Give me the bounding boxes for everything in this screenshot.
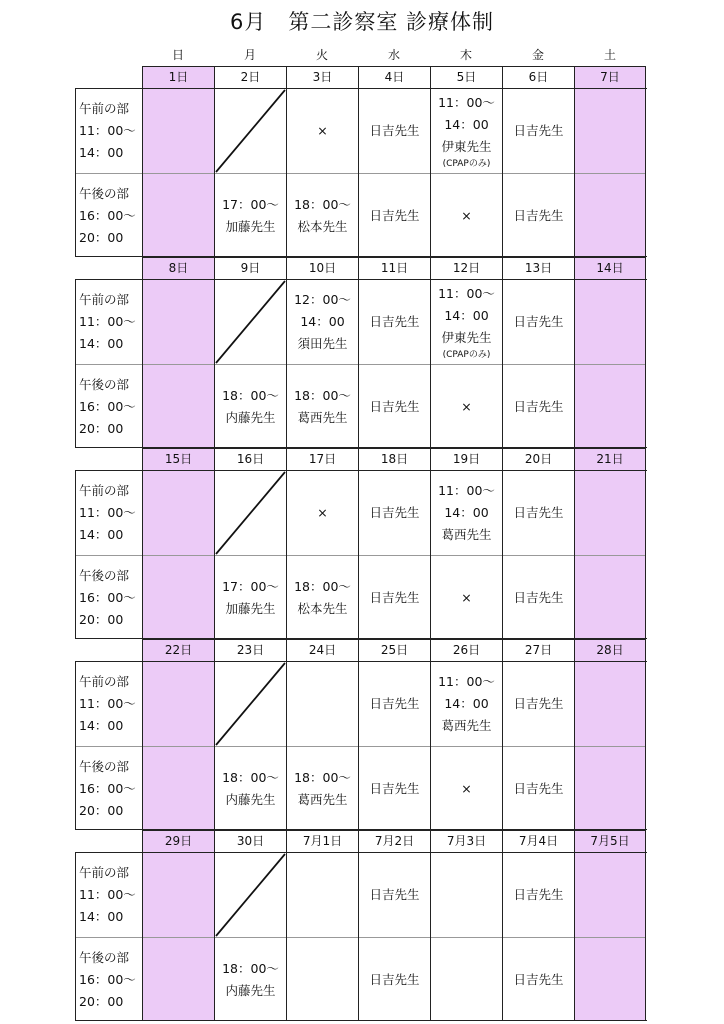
afternoon-slot (215, 365, 286, 449)
day-column (358, 853, 430, 1020)
afternoon-slot (215, 938, 286, 1022)
date-cell: 25日 (358, 639, 430, 661)
weekday-label: 日 (171, 48, 184, 62)
morning-slot (431, 471, 502, 555)
afternoon-slot (287, 747, 358, 831)
date-cell: 7月1日 (286, 830, 358, 852)
date-cell: 15日 (142, 448, 214, 470)
session-label-line: 11：00～ (79, 696, 136, 711)
afternoon-slot (575, 174, 645, 258)
afternoon-slot (143, 556, 214, 640)
slot-text: 18：00～ (294, 770, 351, 785)
morning-slot (431, 89, 502, 173)
week-grid (75, 852, 647, 1021)
week-grid (75, 88, 647, 257)
date-cell: 7月2日 (358, 830, 430, 852)
afternoon-slot (503, 556, 574, 640)
afternoon-slot (287, 938, 358, 1022)
morning-slot (143, 280, 214, 364)
slot-text: 日吉先生 (369, 590, 420, 605)
date-cell: 3日 (286, 66, 358, 88)
day-column (358, 280, 430, 447)
day-column (286, 280, 358, 447)
slot-text: 日吉先生 (369, 972, 420, 987)
day-column (142, 662, 214, 829)
date-cell: 12日 (430, 257, 502, 279)
weekday-label: 木 (459, 48, 472, 62)
slot-text: 11：00～ (438, 286, 495, 301)
slot-text: 18：00～ (222, 388, 279, 403)
no-clinic-slash (215, 471, 286, 555)
closed-mark: × (461, 590, 472, 605)
day-column (142, 471, 214, 638)
date-cell: 29日 (142, 830, 214, 852)
date-cell: 17日 (286, 448, 358, 470)
closed-mark: × (461, 208, 472, 223)
afternoon-slot (287, 556, 358, 640)
week-grid (75, 279, 647, 448)
morning-session-label (76, 89, 142, 173)
slot-text: 日吉先生 (513, 781, 564, 796)
session-label-line: 午後の部 (79, 950, 130, 965)
afternoon-session-label (76, 747, 142, 831)
afternoon-slot (503, 365, 574, 449)
session-label-line: 16：00～ (79, 208, 136, 223)
session-label-column (75, 662, 142, 829)
day-column (502, 280, 574, 447)
day-column (142, 280, 214, 447)
date-cell: 26日 (430, 639, 502, 661)
date-cell: 14日 (574, 257, 646, 279)
day-column (430, 662, 502, 829)
date-cell: 21日 (574, 448, 646, 470)
session-label-line: 14：00 (79, 909, 124, 924)
session-label-line: 午前の部 (79, 483, 130, 498)
afternoon-slot (359, 556, 430, 640)
session-label-line: 11：00～ (79, 887, 136, 902)
afternoon-slot (215, 174, 286, 258)
slot-text: 日吉先生 (369, 399, 420, 414)
day-column (214, 280, 286, 447)
afternoon-session-label (76, 174, 142, 258)
afternoon-slot (359, 365, 430, 449)
date-cell: 11日 (358, 257, 430, 279)
day-column (358, 662, 430, 829)
morning-slot (143, 662, 214, 746)
morning-slot (503, 280, 574, 364)
slot-text: 日吉先生 (513, 399, 564, 414)
slot-text: 12：00～ (294, 292, 351, 307)
date-cell: 19日 (430, 448, 502, 470)
session-label-column (75, 280, 142, 447)
morning-slot (143, 89, 214, 173)
afternoon-slot (359, 747, 430, 831)
day-column (574, 662, 646, 829)
afternoon-slot (215, 556, 286, 640)
slot-text: 14：00 (444, 117, 489, 132)
week-block (75, 448, 647, 639)
slot-text: 日吉先生 (513, 696, 564, 711)
week-block (75, 66, 647, 257)
date-cell: 1日 (142, 66, 214, 88)
slot-text: 伊東先生 (441, 139, 492, 154)
slot-text: 11：00～ (438, 674, 495, 689)
week-block (75, 257, 647, 448)
date-cell: 27日 (502, 639, 574, 661)
slot-text: 内藤先生 (225, 792, 276, 807)
morning-slot (359, 853, 430, 937)
afternoon-slot (143, 174, 214, 258)
week-block (75, 830, 647, 1021)
day-column (502, 471, 574, 638)
date-row (75, 257, 647, 279)
slot-text: 14：00 (444, 696, 489, 711)
morning-slot (575, 853, 645, 937)
morning-slot (287, 662, 358, 746)
session-label-column (75, 853, 142, 1020)
slot-text: 加藤先生 (225, 219, 276, 234)
no-clinic-slash (215, 662, 286, 746)
slot-text: 18：00～ (294, 579, 351, 594)
morning-slot (287, 471, 358, 555)
page-title: 6月 第二診察室 診療体制 (229, 10, 495, 34)
weekday-label: 水 (387, 48, 400, 62)
morning-slot (143, 471, 214, 555)
session-label-column (75, 89, 142, 256)
morning-session-label (76, 471, 142, 555)
day-column (574, 280, 646, 447)
morning-slot (431, 280, 502, 364)
day-column (358, 471, 430, 638)
schedule-table (75, 66, 647, 1021)
slot-text: 日吉先生 (369, 314, 420, 329)
morning-slot (287, 280, 358, 364)
closed-mark: × (461, 399, 472, 414)
day-column (574, 471, 646, 638)
afternoon-slot (143, 747, 214, 831)
closed-mark: × (317, 123, 328, 138)
session-label-line: 午前の部 (79, 101, 130, 116)
slot-text: 日吉先生 (369, 887, 420, 902)
no-clinic-slash (215, 853, 286, 937)
day-column (286, 853, 358, 1020)
day-column (430, 471, 502, 638)
morning-slot (359, 89, 430, 173)
afternoon-slot (215, 747, 286, 831)
session-label-line: 20：00 (79, 421, 124, 436)
slot-text: 日吉先生 (513, 505, 564, 520)
session-label-line: 16：00～ (79, 590, 136, 605)
date-cell: 28日 (574, 639, 646, 661)
slot-text: 18：00～ (222, 770, 279, 785)
no-clinic-slash (215, 280, 286, 364)
session-label-line: 午後の部 (79, 568, 130, 583)
date-row (75, 639, 647, 661)
morning-slot (359, 280, 430, 364)
slot-text: 14：00 (444, 308, 489, 323)
morning-slot (287, 89, 358, 173)
morning-slot (503, 662, 574, 746)
session-label-line: 午前の部 (79, 674, 130, 689)
session-label-line: 11：00～ (79, 505, 136, 520)
session-label-line: 11：00～ (79, 123, 136, 138)
afternoon-slot (359, 938, 430, 1022)
afternoon-slot (431, 747, 502, 831)
morning-session-label (76, 662, 142, 746)
closed-mark: × (461, 781, 472, 796)
afternoon-slot (503, 938, 574, 1022)
day-column (214, 89, 286, 256)
closed-mark: × (317, 505, 328, 520)
slot-text: 17：00～ (222, 579, 279, 594)
afternoon-slot (503, 174, 574, 258)
date-cell: 13日 (502, 257, 574, 279)
no-clinic-slash (215, 89, 286, 173)
slot-text: 日吉先生 (513, 887, 564, 902)
weekday-label: 金 (531, 48, 544, 62)
session-label-line: 11：00～ (79, 314, 136, 329)
session-label-line: 14：00 (79, 718, 124, 733)
date-cell: 2日 (214, 66, 286, 88)
session-label-line: 16：00～ (79, 781, 136, 796)
slot-text: 加藤先生 (225, 601, 276, 616)
slot-text: 日吉先生 (369, 123, 420, 138)
day-column (430, 280, 502, 447)
slot-text: 11：00～ (438, 95, 495, 110)
day-column (574, 89, 646, 256)
morning-session-label (76, 280, 142, 364)
afternoon-slot (359, 174, 430, 258)
morning-slot (359, 471, 430, 555)
afternoon-slot (575, 747, 645, 831)
afternoon-slot (431, 365, 502, 449)
date-cell: 8日 (142, 257, 214, 279)
session-label-line: 14：00 (79, 336, 124, 351)
slot-text: 日吉先生 (513, 590, 564, 605)
afternoon-slot (503, 747, 574, 831)
slot-text: 日吉先生 (513, 208, 564, 223)
week-grid (75, 661, 647, 830)
afternoon-slot (143, 938, 214, 1022)
morning-slot (287, 853, 358, 937)
session-label-line: 16：00～ (79, 972, 136, 987)
session-label-line: 午後の部 (79, 186, 130, 201)
morning-slot (503, 89, 574, 173)
session-label-line: 16：00～ (79, 399, 136, 414)
slot-text: 18：00～ (222, 961, 279, 976)
slot-text: 日吉先生 (369, 208, 420, 223)
morning-slot (431, 662, 502, 746)
date-cell: 10日 (286, 257, 358, 279)
week-grid (75, 470, 647, 639)
slot-text: 日吉先生 (369, 505, 420, 520)
afternoon-slot (287, 365, 358, 449)
day-column (430, 89, 502, 256)
morning-session-label (76, 853, 142, 937)
afternoon-slot (431, 938, 502, 1022)
session-label-line: 20：00 (79, 994, 124, 1009)
weekday-label: 火 (315, 48, 328, 62)
session-label-line: 14：00 (79, 527, 124, 542)
afternoon-slot (431, 556, 502, 640)
slot-text: 18：00～ (294, 388, 351, 403)
slot-text: 日吉先生 (369, 781, 420, 796)
date-cell: 7日 (574, 66, 646, 88)
weekday-label: 土 (603, 48, 616, 62)
slot-text: 内藤先生 (225, 983, 276, 998)
date-cell: 16日 (214, 448, 286, 470)
day-column (286, 89, 358, 256)
date-cell: 7月3日 (430, 830, 502, 852)
session-label-line: 午前の部 (79, 865, 130, 880)
day-column (502, 89, 574, 256)
afternoon-session-label (76, 556, 142, 640)
day-column (142, 853, 214, 1020)
afternoon-slot (575, 938, 645, 1022)
session-label-line: 午前の部 (79, 292, 130, 307)
slot-text: 葛西先生 (441, 527, 492, 542)
morning-slot (503, 853, 574, 937)
morning-slot (359, 662, 430, 746)
slot-text: 内藤先生 (225, 410, 276, 425)
date-cell: 6日 (502, 66, 574, 88)
morning-slot (575, 280, 645, 364)
morning-slot (575, 89, 645, 173)
slot-text: 葛西先生 (441, 718, 492, 733)
day-column (286, 662, 358, 829)
slot-text: 11：00～ (438, 483, 495, 498)
day-column (502, 662, 574, 829)
slot-text: 松本先生 (297, 601, 348, 616)
date-cell: 18日 (358, 448, 430, 470)
day-column (358, 89, 430, 256)
slot-text: (CPAPのみ) (442, 350, 491, 360)
morning-slot (431, 853, 502, 937)
session-label-line: 14：00 (79, 145, 124, 160)
morning-slot (575, 662, 645, 746)
day-column (214, 853, 286, 1020)
day-column (214, 662, 286, 829)
afternoon-session-label (76, 938, 142, 1022)
date-row (75, 66, 647, 88)
slot-text: 日吉先生 (513, 314, 564, 329)
afternoon-session-label (76, 365, 142, 449)
slot-text: 17：00～ (222, 197, 279, 212)
day-column (430, 853, 502, 1020)
afternoon-slot (575, 365, 645, 449)
date-cell: 7月5日 (574, 830, 646, 852)
date-cell: 7月4日 (502, 830, 574, 852)
afternoon-slot (143, 365, 214, 449)
date-cell: 4日 (358, 66, 430, 88)
day-column (502, 853, 574, 1020)
date-cell: 30日 (214, 830, 286, 852)
week-block (75, 639, 647, 830)
session-label-line: 20：00 (79, 612, 124, 627)
date-cell: 5日 (430, 66, 502, 88)
date-row (75, 830, 647, 852)
weekday-header (0, 44, 724, 64)
slot-text: 日吉先生 (369, 696, 420, 711)
session-label-line: 午後の部 (79, 759, 130, 774)
slot-text: 14：00 (300, 314, 345, 329)
day-column (286, 471, 358, 638)
morning-slot (575, 471, 645, 555)
day-column (574, 853, 646, 1020)
slot-text: 葛西先生 (297, 410, 348, 425)
session-label-line: 午後の部 (79, 377, 130, 392)
slot-text: (CPAPのみ) (442, 159, 491, 169)
slot-text: 日吉先生 (513, 123, 564, 138)
morning-slot (503, 471, 574, 555)
day-column (142, 89, 214, 256)
slot-text: 日吉先生 (513, 972, 564, 987)
slot-text: 葛西先生 (297, 792, 348, 807)
session-label-column (75, 471, 142, 638)
day-column (214, 471, 286, 638)
session-label-line: 20：00 (79, 803, 124, 818)
date-cell: 23日 (214, 639, 286, 661)
weekday-label: 月 (243, 48, 256, 62)
date-cell: 9日 (214, 257, 286, 279)
date-row (75, 448, 647, 470)
date-cell: 24日 (286, 639, 358, 661)
morning-slot (143, 853, 214, 937)
date-cell: 20日 (502, 448, 574, 470)
afternoon-slot (287, 174, 358, 258)
slot-text: 須田先生 (297, 336, 348, 351)
date-cell: 22日 (142, 639, 214, 661)
afternoon-slot (431, 174, 502, 258)
slot-text: 18：00～ (294, 197, 351, 212)
slot-text: 伊東先生 (441, 330, 492, 345)
session-label-line: 20：00 (79, 230, 124, 245)
afternoon-slot (575, 556, 645, 640)
slot-text: 14：00 (444, 505, 489, 520)
slot-text: 松本先生 (297, 219, 348, 234)
